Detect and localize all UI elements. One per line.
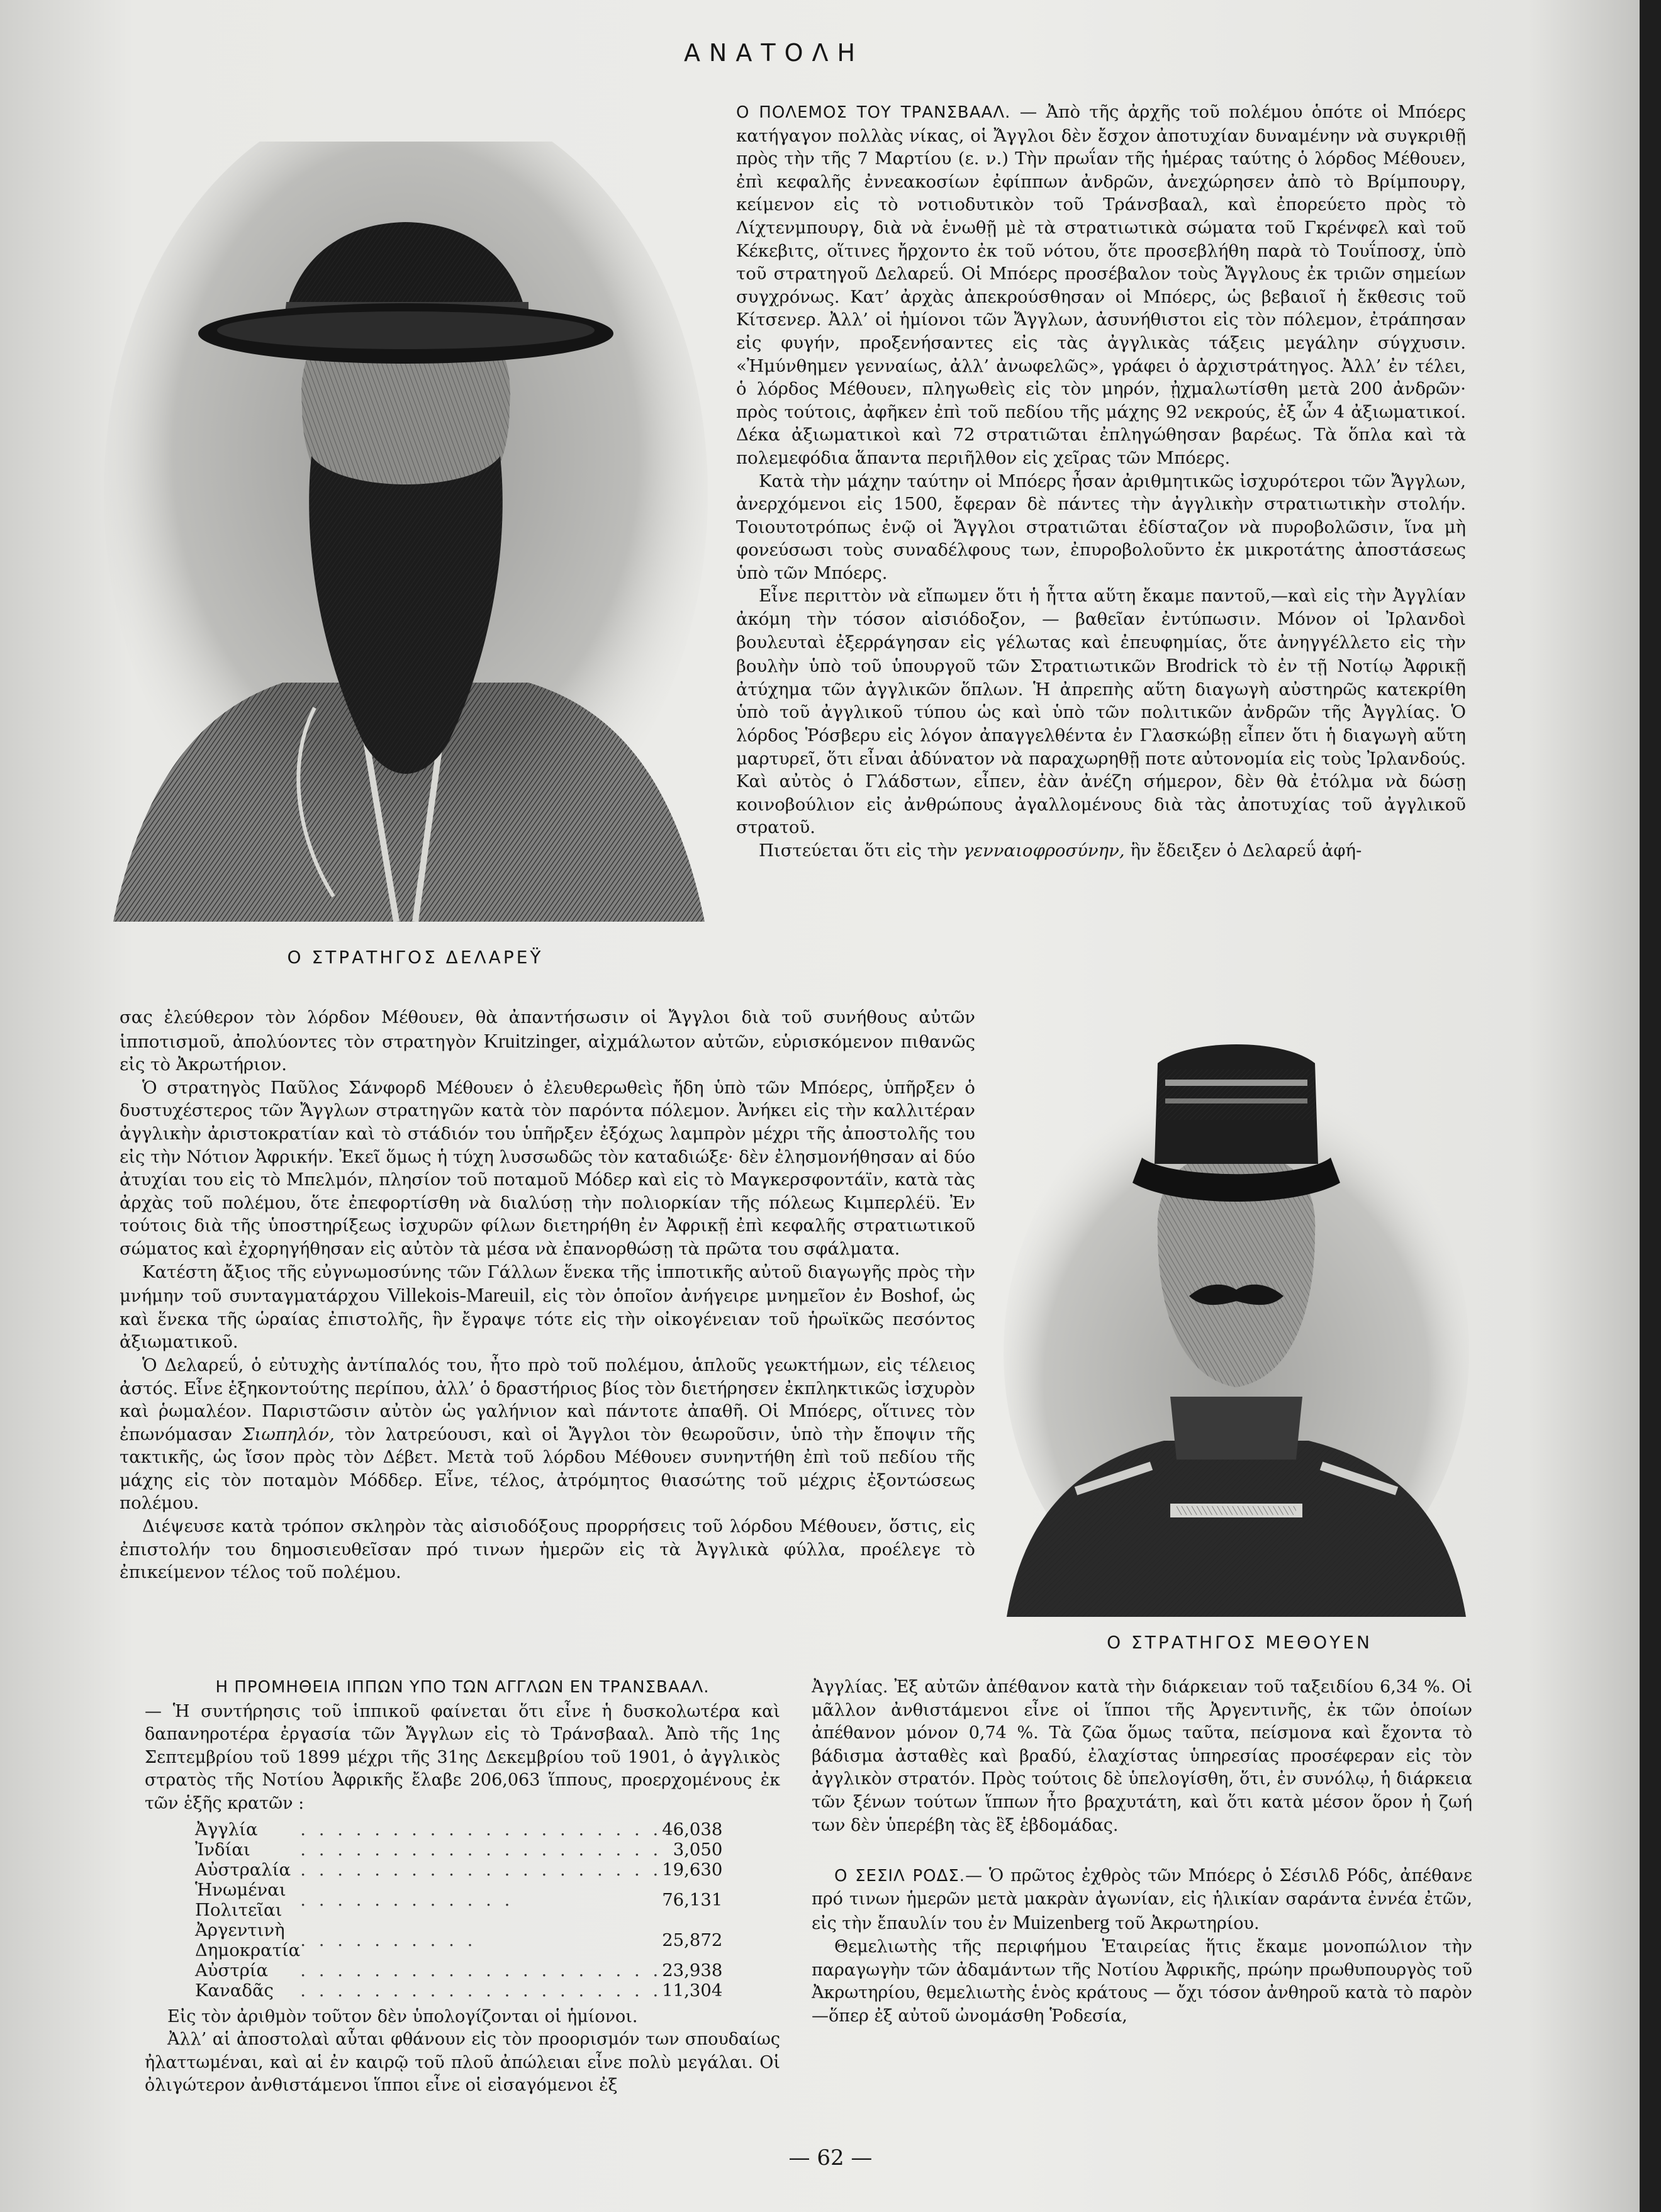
table-row [195, 1880, 722, 1920]
article3-title: Ο ΣΕΣΙΛ ΡΟΔΣ. [834, 1867, 966, 1886]
table-country: Αὐστρία [195, 1960, 269, 1980]
article1-title: Ο ΠΟΛΕΜΟΣ ΤΟΥ ΤΡΑΝΣΒΑΑΛ. [736, 103, 1011, 122]
article1-p4-italic: γενναιοφροσύνην, [963, 841, 1125, 861]
article1-p6c: ὡς καὶ ἕνεκα τῆς ὡραίας ἐπιστολῆς, ἣν ἔγραψε τότε εἰς τὴν οἰκογένειαν τοῦ ἡρωϊκῶς πεσόντος ἀξιωματικοῦ. [120, 1286, 975, 1353]
leader-dots: . . . . . . . . . . . . . . . . . . . . [300, 1980, 663, 2001]
article1-p7-italic: Σιωπηλόν, [242, 1424, 335, 1444]
table-country: Αὐστραλία [195, 1859, 291, 1880]
article1-paragraph-6 [120, 1261, 975, 1354]
horses-by-country-table [195, 1819, 722, 2001]
engraved-portrait-bearded-man-with-hat-icon [94, 142, 717, 922]
table-country: Ἀγγλία [195, 1819, 258, 1840]
article1-p6a: Κατέστη ἄξιος τῆς εὐγνωμοσύνης τῶν Γάλλων ἕνεκα τῆς ἱπποτικῆς αὐτοῦ διαγωγῆς πρὸς τὴν μνήμην τοῦ συνταγματάρχου [120, 1261, 975, 1307]
article1-p7a: Ὁ Δελαρεΰ, ὁ εὐτυχὴς ἀντίπαλός του, ἦτο πρὸ τοῦ πολέμου, ἁπλοῦς γεωκτήμων, εἰς τέλειος ἀστός. Εἶνε ἑξηκοντούτης περίπου, ἀλλ’ ὁ δραστήριος βίος τὸν διετήρησεν ἐκπληκτικῶς ἰσχυρὸν καὶ ῥωμαλέον. Παριστῶσιν αὐτὸν ὡς γαλήνιον καὶ πάντοτε ἀπαθῆ. Οἱ Μπόερς, οἵτινες τὸν ἐπωνόμασαν [120, 1355, 975, 1444]
article1-paragraph-5: Ὁ στρατηγὸς Παῦλος Σάνφορδ Μέθουεν ὁ ἐλευθερωθεὶς ἤδη ὑπὸ τῶν Μπόερς, ὑπῆρξεν ὁ δυστυχέστερος τῶν Ἄγγλων στρατηγῶν κατὰ τὸν παρόντα πόλεμον. Ἀνήκει εἰς τὴν καλλιτέραν ἀγγλικὴν ἀριστοκρατίαν καὶ τὸ στάδιόν του ὑπῆρξεν ἐξόχως λαμπρὸν μέχρι τῆς ἀποστολῆς του εἰς τὴν Νότιον Ἀφρικήν. Ἐκεῖ ὅμως ἡ τύχη λυσσωδῶς τὸν καταδιώξε· δὲν ἐλησμονήθησαν αἱ δύο ἀτυχίαι του εἰς τὸ Μπελμόν, πλησίον τοῦ ποταμοῦ Μόδερ καὶ εἰς τὸ Μαγκερσφοντάϊν, κατὰ τὰς ἀρχὰς τοῦ πολέμου, ὅτε ἐπεφορτίσθη νὰ διαλύσῃ τὴν πολιορκίαν τῆς πόλεως Κιμπερλέϋ. Ἐν τούτοις διὰ τῆς ὑποστηρίξεως ἰσχυρῶν φίλων διετηρήθη ἐν Ἀφρικῇ ἐπὶ κεφαλῆς στρατιωτικοῦ σώματος καὶ ἐχορηγήθησαν εἰς αὐτὸν τὰ μέσα νὰ ἐπανορθώσῃ τὰ πρῶτα του σφάλματα. [120, 1077, 975, 1259]
article1-p6-latin2: Boshof, [880, 1283, 944, 1307]
article2-title: Η ΠΡΟΜΗΘΕΙΑ ΙΠΠΩΝ ΥΠΟ ΤΩΝ ΑΓΓΛΩΝ ΕΝ ΤΡΑΝΣΒΑΑΛ. [215, 1678, 710, 1697]
engraved-portrait-officer-in-uniform-icon [1000, 1025, 1472, 1617]
table-country: Καναδᾶς [195, 1980, 274, 2001]
article1-p4b: ἣν ἔδειξεν ὁ Δελαρεΰ ἀφή- [1130, 841, 1362, 861]
article1-p4-cont-a: σας ἐλεύθερον τὸν λόρδον Μέθουεν, θὰ ἀπαντήσωσιν οἱ Ἄγγλοι διὰ τοῦ συνήθους αὐτῶν ἱπποτισμοῦ, ἀπολύοντες τὸν στρατηγὸν [120, 1007, 975, 1052]
page-binding-edge [1640, 0, 1661, 2212]
article3-p1a: — Ὁ πρῶτος ἐχθρὸς τῶν Μπόερς ὁ Σέσιλδ Ρόδς, ἀπέθανε πρό τινων ἡμερῶν μετὰ μακρὰν ἀγωνίαν, εἰς ἡλικίαν σαράντα ἐννέα ἐτῶν, εἰς τὴν ἔπαυλίν του ἐν [812, 1866, 1473, 1934]
page-number: — 62 — [788, 2145, 873, 2170]
leader-dots: . . . . . . . . . . . . [300, 1889, 514, 1910]
table-count: 19,630 [662, 1859, 723, 1880]
article1-left-column [120, 1006, 975, 1584]
table-country: Ἀργεντινὴ Δημοκρατία [195, 1919, 301, 1960]
article2-article3-right-column [812, 1676, 1472, 2028]
article1-p6-latin1: Villekois-Mareuil, [386, 1283, 535, 1307]
article1-p4-cont-b: αἰχμάλωτον αὐτῶν, εὑρισκόμενον πιθανῶς εἰς τὸ Ἀκρωτήριον. [120, 1031, 976, 1075]
article1-paragraph-7 [120, 1354, 975, 1515]
table-row [195, 1920, 722, 1960]
article2-paragraph-3: Ἀλλ’ αἱ ἀποστολαὶ αὗται φθάνουν εἰς τὸν προορισμόν των σπουδαίως ἠλαττωμέναι, καὶ αἱ ἐν καιρῷ τοῦ πλοῦ ἀπώλειαι εἶνε πολὺ μεγάλαι. Οἱ ὀλιγώτερον ἀνθιστάμενοι ἵπποι εἶνε οἱ εἰσαγόμενοι ἐξ [145, 2030, 780, 2096]
article1-paragraph-2: Κατὰ τὴν μάχην ταύτην οἱ Μπόερς ἦσαν ἀριθμητικῶς ἰσχυρότεροι τῶν Ἄγγλων, ἀνερχόμενοι εἰς 1500, ἔφεραν δὲ πάντες τὴν ἀγγλικὴν στρατιωτικὴν στολήν. Τοιουτοτρόπως ἐνῷ οἱ Ἄγγλοι στρατιῶται ἐδίσταζον νὰ πυροβολῶσιν, ἵνα μὴ φονεύσωσι τοὺς συναδέλφους των, ἐπυροβολοῦντο ἐκ μικροτάτης ἀποστάσεως ὑπὸ τῶν Μπόερς. [736, 471, 1466, 583]
article1-paragraph-8: Διέψευσε κατὰ τρόπον σκληρὸν τὰς αἰσιοδόξους προρρήσεις τοῦ λόρδου Μέθουεν, ὅστις, εἰς ἐπιστολήν του δημοσιευθεῖσαν πρό τινων ἡμερῶν εἰς τὰ Ἀγγλικὰ φύλλα, προέλεγε τὸ ἐπικείμενον τέλος τοῦ πολέμου. [120, 1516, 975, 1583]
article1-paragraph-4-cont [120, 1006, 975, 1076]
leader-dots: . . . . . . . . . . . . . . . . . . . . [300, 1839, 663, 1860]
article1-p3a: Εἶνε περιττὸν νὰ εἴπωμεν ὅτι ἡ ἧττα αὕτη ἔκαμε παντοῦ,—καὶ εἰς τὴν Ἀγγλίαν ἀκόμη τὴν τόσον αἰσιόδοξον, — βαθεῖαν ἐντύπωσιν. Μόνον οἱ Ἰρλανδοὶ βουλευταὶ ἐξερράγησαν εἰς γέλωτας καὶ ἐπευφημίας, ὅτε ἀνηγγέλλετο εἰς τὴν βουλὴν ὑπὸ τοῦ ὑπουργοῦ τῶν Στρατιωτικῶν [736, 586, 1466, 677]
table-count: 3,050 [673, 1839, 723, 1860]
article3-paragraph-1 [812, 1865, 1472, 1936]
article1-p4a: Πιστεύεται ὅτι εἰς τὴν [759, 841, 958, 861]
spacer [812, 1837, 1472, 1865]
article2-intro: — Ἡ συντήρησις τοῦ ἱππικοῦ φαίνεται ὅτι εἶνε ἡ δυσκολωτέρα καὶ δαπανηροτέρα ἐργασία τῶν Ἄγγλων εἰς τὸ Τράνσβααλ. Ἀπὸ τῆς 1ης Σεπτεμβρίου τοῦ 1899 μέχρι τῆς 31ης Δεκεμβρίου τοῦ 1901, ὁ ἀγγλικὸς στρατὸς τῆς Νοτίου Ἀφρικῆς ἔλαβε 206,063 ἵππους, προερχομένους ἐκ τῶν ἑξῆς κρατῶν : [145, 1701, 780, 1813]
table-count: 46,038 [662, 1819, 723, 1840]
article1-paragraph-1 [736, 101, 1466, 470]
table-row [195, 1840, 722, 1860]
table-row [195, 1860, 722, 1880]
leader-dots: . . . . . . . . . . . . . . . . . . . . [300, 1859, 663, 1880]
table-count: 11,304 [662, 1980, 723, 2001]
table-country: Ἰνδίαι [195, 1839, 250, 1860]
leader-dots: . . . . . . . . . . . . . . . . . . . . [300, 1819, 663, 1840]
article2-paragraph-2: Εἰς τὸν ἀριθμὸν τοῦτον δὲν ὑπολογίζονται οἱ ἡμίονοι. [167, 2006, 638, 2026]
running-head: ΑΝΑΤΟΛΗ [683, 39, 864, 67]
portrait-methuen-caption: Ο ΣΤΡΑΤΗΓΟΣ ΜΕΘΟΥΕΝ [1107, 1632, 1372, 1653]
table-count: 23,938 [662, 1960, 723, 1980]
table-row [195, 1819, 722, 1840]
article1-paragraph-3 [736, 584, 1466, 839]
article1-p1-text: — Ἀπὸ τῆς ἀρχῆς τοῦ πολέμου ὁπότε οἱ Μπόερς κατήγαγον πολλὰς νίκας, οἱ Ἄγγλοι δὲν ἔσχον ἀποτυχίαν δυναμένην νὰ συγκριθῇ πρὸς τὴν τῆς 7 Μαρτίου (ε. ν.) Τὴν πρωΐαν τῆς ἡμέρας ταύτης ὁ λόρδος Μέθουεν, ἐπὶ κεφαλῆς ἐννεακοσίων ἐφίππων ἀνδρῶν, ἀνεχώρησεν ἀπὸ τὸ Βρίμπουργ, κείμενον εἰς τὸ νοτιοδυτικὸν τοῦ Τράνσβααλ, καὶ ἐπορεύετο πρὸς τὸ Λίχτενμπουργ, διὰ νὰ ἑνωθῇ μὲ τὰ στρατιωτικὰ σώματα τοῦ Γκρένφελ καὶ τοῦ Κέκεβιτς, οἵτινες ἤρχοντο ἐκ τοῦ νότου, ὅτε προσεβλήθη παρὰ τὸ Τουΐποσχ, ὑπὸ τοῦ στρατηγοῦ Δελαρεΰ. Οἱ Μπόερς προσέβαλον τοὺς Ἄγγλους ἐκ τριῶν σημείων συγχρόνως. Κατ’ ἀρχὰς ἀπεκρούσθησαν οἱ Μπόερς, ὡς βεβαιοῖ ἡ ἔκθεσις τοῦ Κίτσενερ. Ἀλλ’ οἱ ἡμίονοι τῶν Ἄγγλων, ἀσυνήθιστοι εἰς τὸν πόλεμον, ἐτράπησαν εἰς φυγήν, προξενήσαντες εἰς τὰς ἀγγλικὰς τάξεις μεγάλην σύγχυσιν. «Ἠμύνθημεν γενναίως, ἀλλ’ ἀνωφελῶς», γράφει ὁ ἀρχιστράτηγος. Ἀλλ’ ἐν τέλει, ὁ λόρδος Μέθουεν, πληγωθεὶς εἰς τὸν μηρόν, ᾐχμαλωτίσθη μετὰ 200 ἀνδρῶν· πρὸς τούτοις, ἀφῆκεν ἐπὶ τοῦ πεδίου τῆς μάχης 92 νεκρούς, ἐξ ὧν 4 ἀξιωματικοί. Δέκα ἀξιωματικοὶ καὶ 72 στρατιῶται ἐπληγώθησαν βαρέως. Τὰ ὅπλα καὶ τὰ πολεμεφόδια ἅπαντα περιῆλθον εἰς χεῖρας τῶν Μπόερς. [736, 102, 1466, 468]
table-row [195, 1980, 722, 2001]
article1-p7b: τὸν λατρεύουσι, καὶ οἱ Ἄγγλοι τὸν θεωροῦσιν, ὑπὸ τὴν ἔποψιν τῆς τακτικῆς, ὡς ἴσον πρὸς τὸν Δέβετ. Μετὰ τοῦ λόρδου Μέθουεν συνηντήθη ἐπὶ τοῦ πεδίου τῆς μάχης εἰς τὸν ποταμὸν Μόδδερ. Εἶνε, τέλος, ἀτρόμητος θιασώτης τοῦ μέχρις ἐξοντώσεως πολέμου. [120, 1424, 975, 1514]
leader-dots: . . . . . . . . . . . . . . . . . . . . [300, 1960, 663, 1980]
article1-right-column [736, 101, 1466, 863]
portrait-delarey [94, 142, 717, 922]
article1-p4-latin: Kruitzinger, [483, 1029, 581, 1052]
article1-paragraph-4-start [736, 839, 1466, 863]
article2-left-column [145, 1676, 780, 2097]
article1-p6b: εἰς τὸν ὁποῖον ἀνήγειρε μνημεῖον ἐν [542, 1286, 873, 1307]
leader-dots: . . . . . . . . . . [300, 1930, 477, 1950]
table-row [195, 1960, 722, 1980]
article1-p3-latin: Brodrick [1166, 654, 1238, 677]
table-country: Ἡνωμέναι Πολιτεῖαι [195, 1879, 286, 1920]
article3-paragraph-2: Θεμελιωτὴς τῆς περιφήμου Ἑταιρείας ἥτις ἔκαμε μονοπώλιον τὴν παραγωγὴν τῶν ἀδαμάντων τῆς Νοτίου Ἀφρικῆς, πρώην πρωθυπουργὸς τοῦ Ἀκρωτηρίου, θεμελιωτὴς ἑνὸς κράτους — ὄχι τόσον ἀνθηροῦ κατὰ τὸ παρὸν—ὅπερ ἐξ αὐτοῦ ὠνομάσθη Ῥοδεσία, [812, 1936, 1472, 2026]
portrait-methuen [1000, 1025, 1472, 1617]
article1-p3b: τὸ ἐν τῇ Νοτίῳ Ἀφρικῇ ἀτύχημα τῶν ἀγγλικῶν ὅπλων. Ἡ ἀπρεπὴς αὕτη διαγωγὴ αὐστηρῶς κατεκρίθη ὑπὸ τοῦ ἀγγλικοῦ τύπου ὡς καὶ ὑπὸ τῶν πολιτικῶν ἀνδρῶν τῆς Ἀγγλίας. Ὁ λόρδος Ῥόσβερυ εἰς λόγον ἀπαγγελθέντα ἐν Γλασκώβῃ εἶπεν ὅτι ἡ διαγωγὴ αὕτη μαρτυρεῖ, ὅτι εἶναι ἀδύνατον νὰ παραχωρηθῇ ποτε αὐτονομία εἰς τοὺς Ἰρλανδούς. Καὶ αὐτὸς ὁ Γλάδστων, εἶπεν, ἐὰν ἀνέζη σήμερον, δὲν θὰ ἐτόλμα νὰ δώσῃ κοινοβούλιον εἰς ἀνθρώπους ἀγαλλομένους διὰ τὰς ἀποτυχίας τοῦ ἀγγλικοῦ στρατοῦ. [736, 656, 1466, 838]
table-count: 76,131 [662, 1889, 723, 1910]
portrait-delarey-caption: Ο ΣΤΡΑΤΗΓΟΣ ΔΕΛΑΡΕΫ [287, 947, 544, 968]
article3-p1b: τοῦ Ἀκρωτηρίου. [1115, 1914, 1260, 1934]
table-count: 25,872 [662, 1930, 723, 1950]
article2-paragraph-3-cont: Ἀγγλίας. Ἐξ αὐτῶν ἀπέθανον κατὰ τὴν διάρκειαν τοῦ ταξειδίου 6,34 %. Οἱ μᾶλλον ἀνθιστάμενοι εἶνε οἱ ἵπποι τῆς Ἀργεντινῆς, ἐκ τῶν ὁποίων ἀπέθανον μόνον 0,74 %. Τὰ ζῶα ὅμως ταῦτα, πείσμονα καὶ ἔχοντα τὸ βάδισμα ἀσταθὲς καὶ βραδύ, ἐλαχίστας ὑπηρεσίας προσέφεραν εἰς τὸν ἀγγλικὸν στρατόν. Πρὸς τούτοις δὲ ὑπελογίσθη, ὅτι, ἐν συνόλῳ, ἡ διάρκεια τῶν ξένων τούτων ἵππων ἦτο βραχυτάτη, καὶ ὅτι κατὰ μέσον ὅρον ἡ ζωή των δὲν ὑπερέβη τὰς ἓξ ἑβδομάδας. [812, 1677, 1472, 1835]
article3-p1-latin: Muizenberg [1012, 1911, 1110, 1934]
